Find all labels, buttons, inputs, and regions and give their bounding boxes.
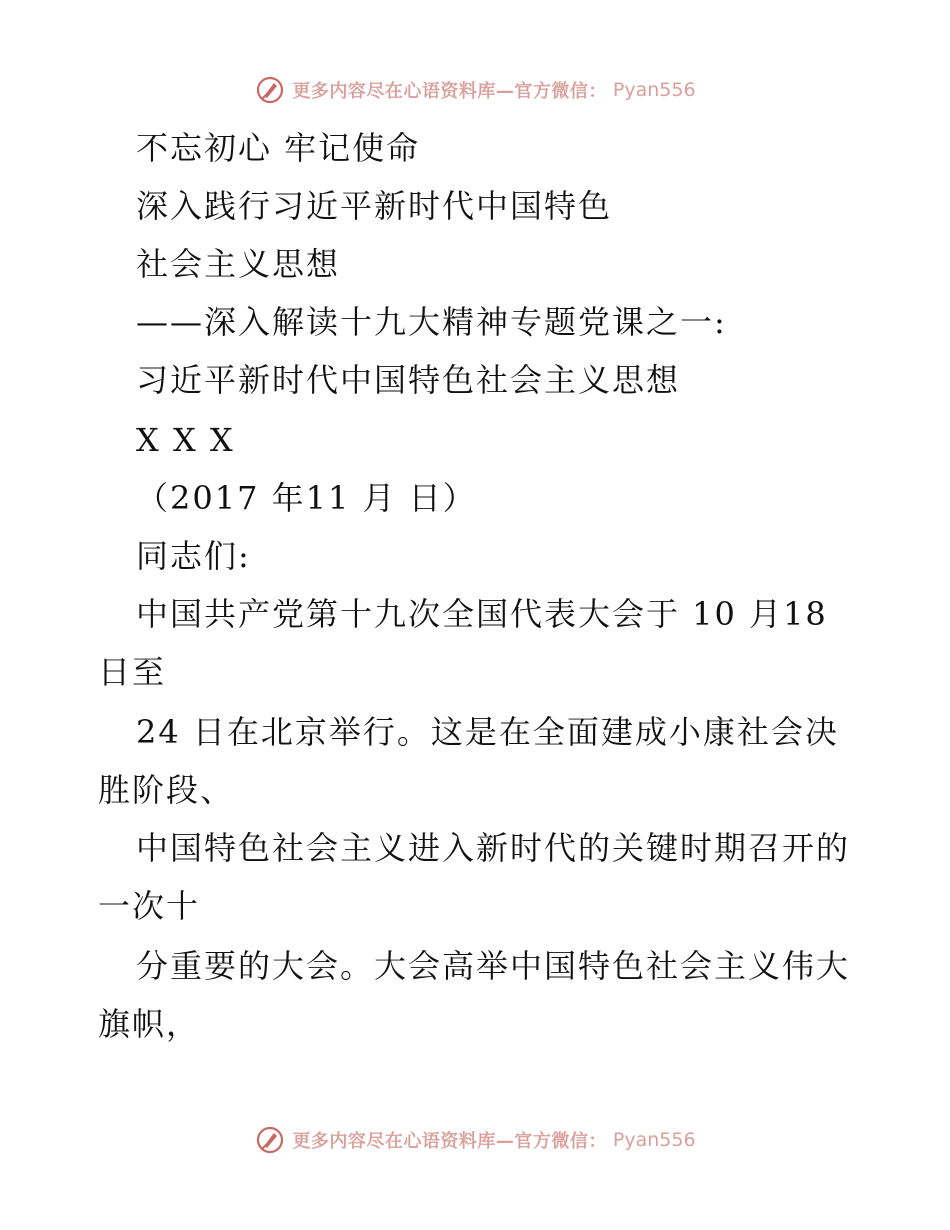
watermark-banner-bottom: [0, 1122, 950, 1158]
watermark-text: 更多内容尽在心语资料库—官方微信：: [292, 1131, 607, 1152]
title-line-2: 深入践行习近平新时代中国特色: [136, 187, 613, 225]
paragraph-line: 胜阶段、: [98, 771, 235, 809]
watermark-content: [254, 74, 695, 106]
quill-pen-logo-icon: [254, 1124, 286, 1156]
watermark-text: 更多内容尽在心语资料库—官方微信：: [292, 81, 607, 102]
watermark-content: [254, 1124, 695, 1156]
paragraph-line: 一次十: [98, 887, 201, 925]
paragraph-line: 分重要的大会。大会高举中国特色社会主义伟大: [136, 947, 851, 985]
paragraph-line: 中国特色社会主义进入新时代的关键时期召开的: [136, 829, 851, 867]
salutation: 同志们:: [136, 537, 251, 575]
watermark-wechat-id: Pyan556: [612, 1129, 696, 1151]
watermark-banner-top: [0, 72, 950, 108]
subtitle-line-2: 习近平新时代中国特色社会主义思想: [136, 361, 681, 399]
paragraph-line: 日至: [98, 653, 167, 691]
paragraph-line: 24 日在北京举行。这是在全面建成小康社会决: [136, 713, 839, 751]
paragraph-line: 中国共产党第十九次全国代表大会于 10 月18: [136, 595, 828, 633]
title-line-1: 不忘初心 牢记使命: [136, 129, 421, 167]
paragraph-line: 旗帜，: [98, 1005, 201, 1043]
subtitle-line-1: ——深入解读十九大精神专题党课之一:: [136, 303, 727, 341]
title-line-3: 社会主义思想: [136, 245, 341, 283]
watermark-wechat-id: Pyan556: [612, 79, 696, 101]
date: （2017 年11 月 日）: [136, 479, 477, 517]
quill-pen-logo-icon: [254, 74, 286, 106]
author: X X X: [136, 421, 235, 459]
